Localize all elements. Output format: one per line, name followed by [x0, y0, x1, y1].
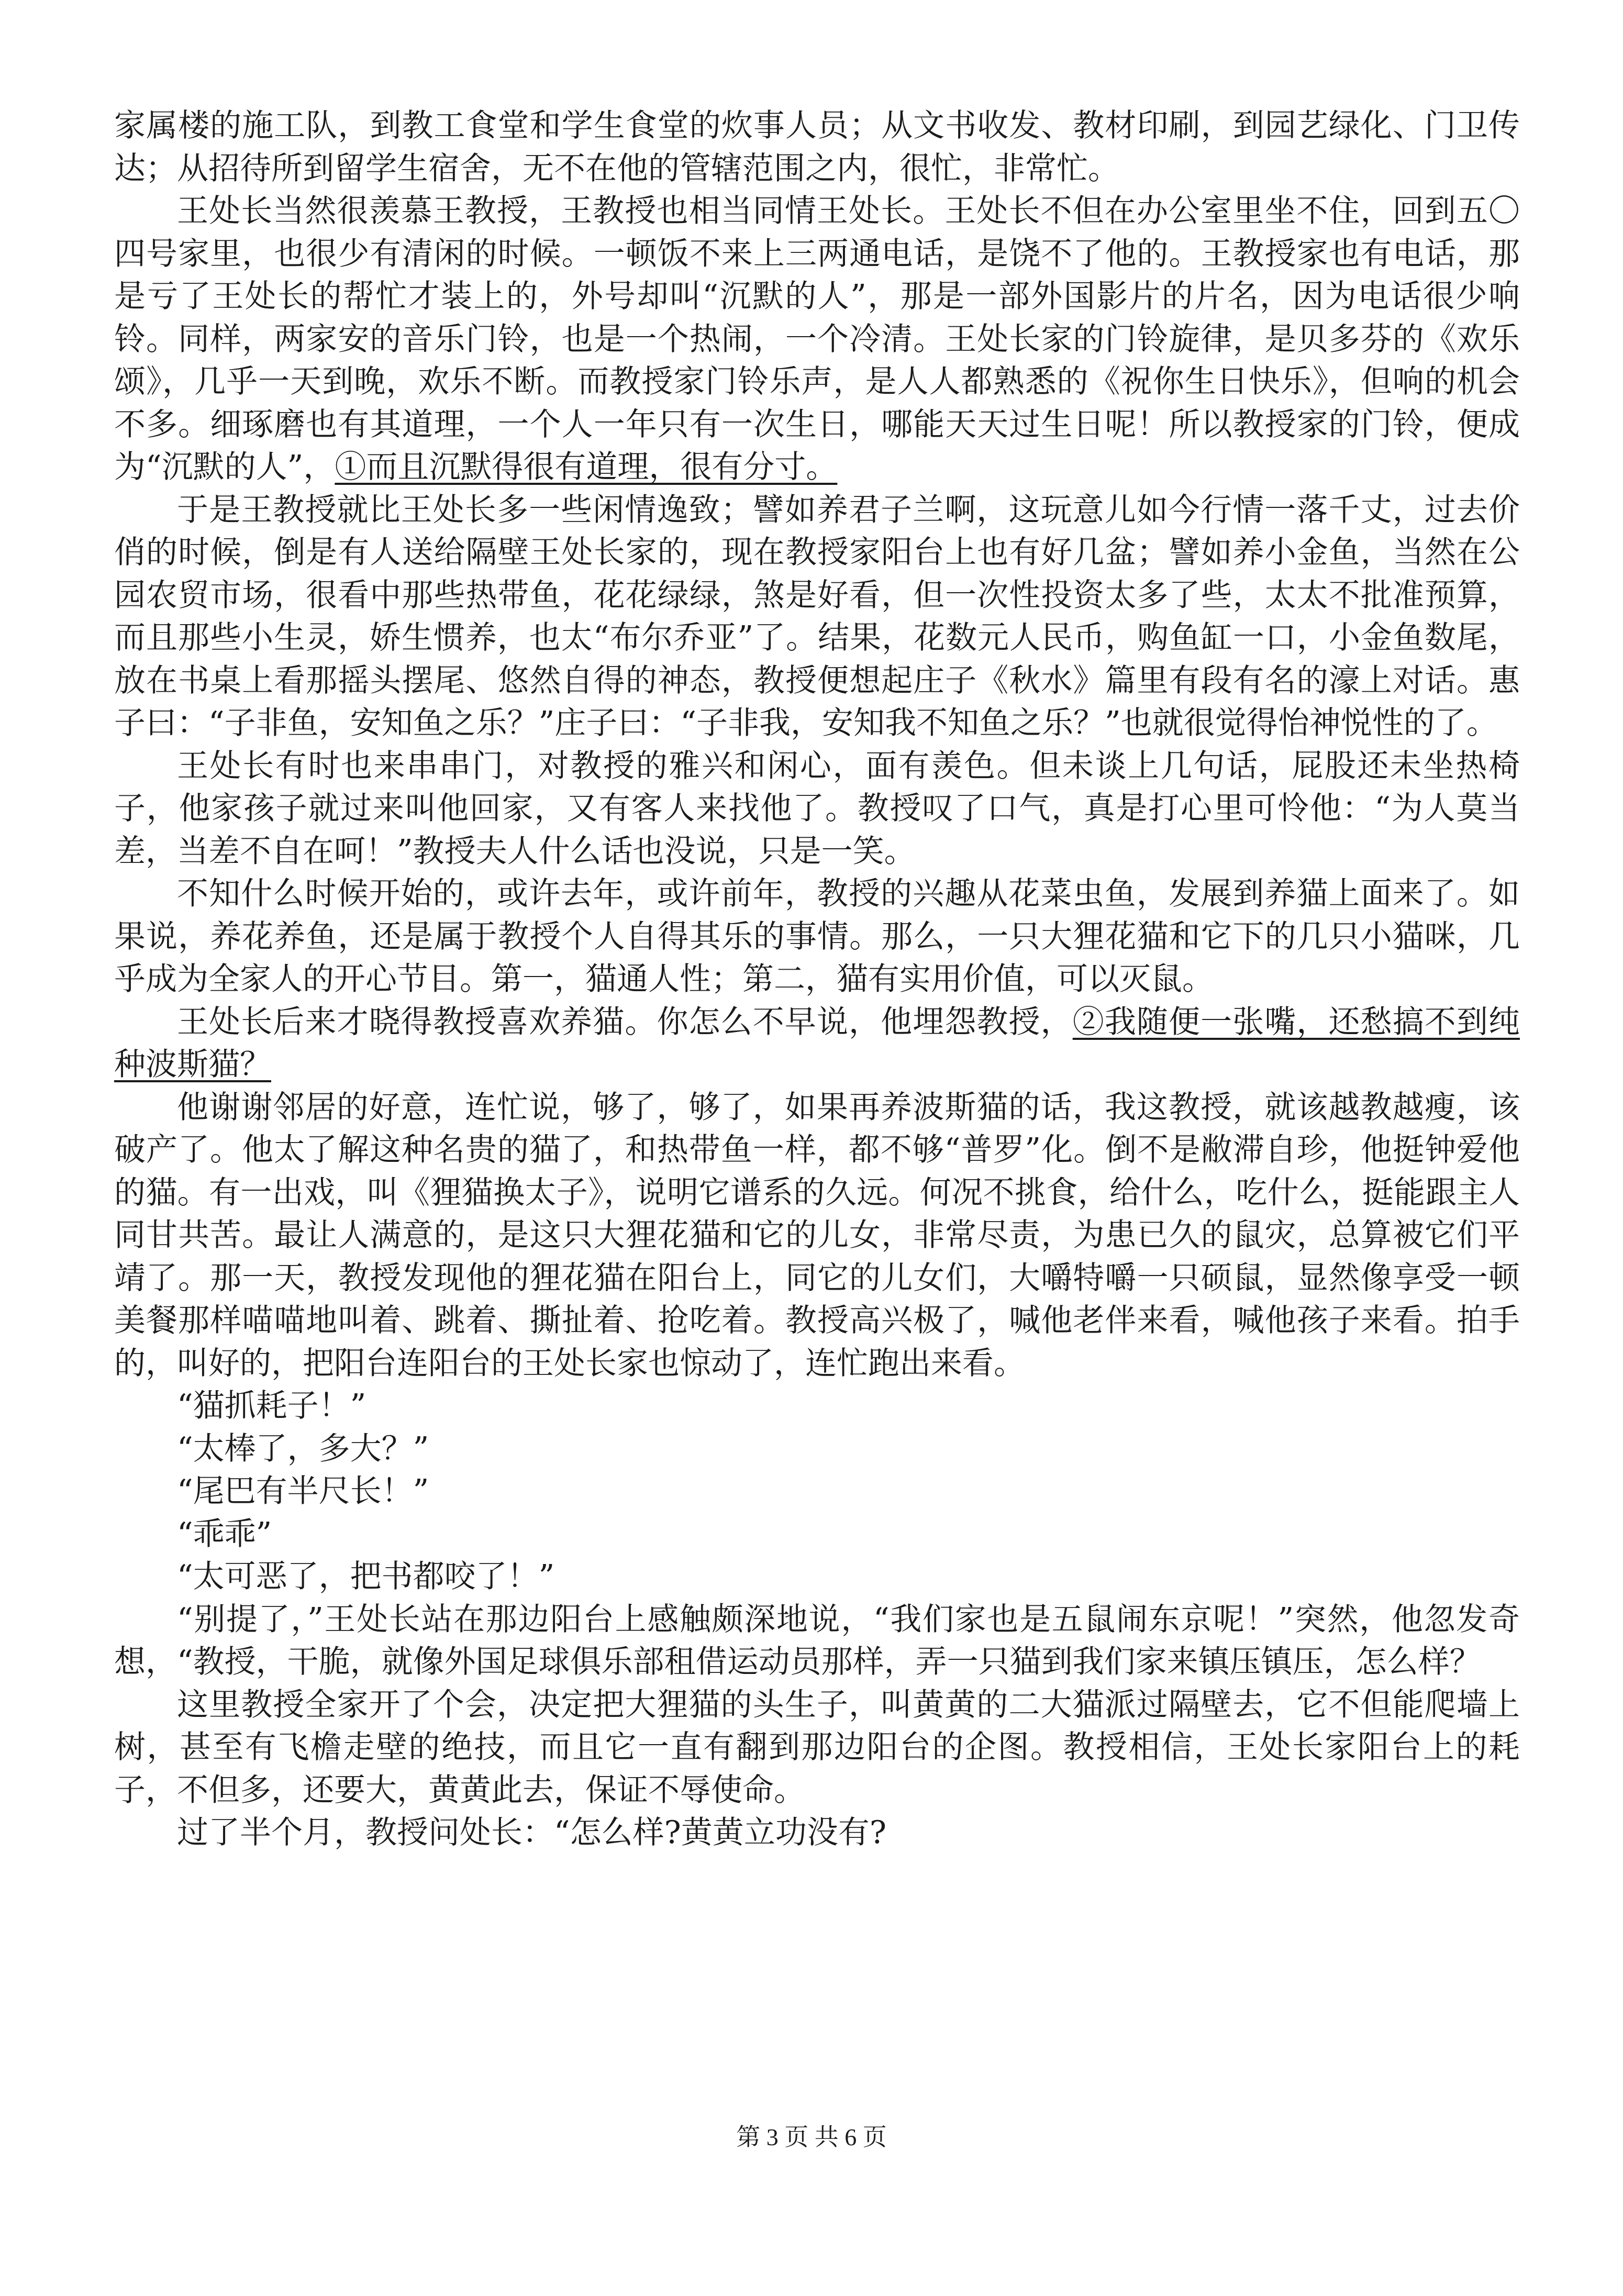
text-segment: “尾巴有半尺长！” [177, 1473, 429, 1510]
text-segment: 不知什么时候开始的，或许去年，或许前年，教授的兴趣从花菜虫鱼，发展到养猫上面来了。如果说，养花养鱼，还是属于教授个人自得其乐的事情。那么，一只大狸花猫和它下的几只小猫咪，几乎成为全家人的开心节目。第一，猫通人性；第二，猫有实用价值，可以灭鼠。 [114, 875, 1520, 997]
text-segment: 家属楼的施工队，到教工食堂和学生食堂的炊事人员；从文书收发、教材印刷，到园艺绿化、门卫传达；从招待所到留学生宿舍，无不在他的管辖范围之内，很忙，非常忙。 [114, 107, 1520, 187]
paragraph [114, 1684, 1520, 1812]
paragraph [114, 1470, 1520, 1513]
paragraph [114, 1428, 1520, 1471]
underlined-sentence: ①而且沉默得很有道理，很有分寸。 [335, 449, 838, 485]
text-segment: 于是王教授就比王处长多一些闲情逸致；譬如养君子兰啊，这玩意儿如今行情一落千丈，过去价俏的时候，倒是有人送给隔壁王处长家的，现在教授家阳台上也有好几盆；譬如养小金鱼，当然在公园农贸市场，很看中那些热带鱼，花花绿绿，煞是好看，但一次性投资太多了些，太太不批准预算，而且那些小生灵，娇生惯养，也太“布尔乔亚”了。结果，花数元人民币，购鱼缸一口，小金鱼数尾，放在书桌上看那摇头摆尾、悠然自得的神态，教授便想起庄子《秋水》篇里有段有名的濠上对话。惠子曰：“子非鱼，安知鱼之乐？”庄子曰：“子非我，安知我不知鱼之乐？”也就很觉得怡神悦性的了。 [114, 491, 1520, 741]
text-segment: “别提了，”王处长站在那边阳台上感触颇深地说，“我们家也是五鼠闹东京呢！”突然，他忽发奇想，“教授，干脆，就像外国足球俱乐部租借运动员那样，弄一只猫到我们家来镇压镇压，怎么样？ [114, 1601, 1520, 1680]
text-segment: “太可恶了，把书都咬了！” [177, 1558, 555, 1595]
paragraph [114, 1556, 1520, 1599]
document-body [114, 105, 1520, 1855]
paragraph [114, 1385, 1520, 1428]
underlined-sentence: ②我随便一张嘴，还愁搞不到纯种波斯猫？ [114, 1003, 1520, 1083]
paragraph [114, 745, 1520, 873]
paragraph [114, 105, 1520, 190]
paragraph [114, 489, 1520, 745]
text-segment: 王处长有时也来串串门，对教授的雅兴和闲心，面有羡色。但未谈上几句话，屁股还未坐热椅子，他家孩子就过来叫他回家，又有客人来找他了。教授叹了口气，真是打心里可怜他：“为人莫当差，当差不自在呵！”教授夫人什么话也没说，只是一笑。 [114, 747, 1520, 870]
text-segment: 王处长当然很羡慕王教授，王教授也相当同情王处长。王处长不但在办公室里坐不住，回到五〇四号家里，也很少有清闲的时候。一顿饭不来上三两通电话，是饶不了他的。王教授家也有电话，那是亏了王处长的帮忙才装上的，外号却叫“沉默的人”，那是一部外国影片的片名，因为电话很少响铃。同样，两家安的音乐门铃，也是一个热闹，一个冷清。王处长家的门铃旋律，是贝多芬的《欢乐颂》，几乎一天到晚，欢乐不断。而教授家门铃乐声，是人人都熟悉的《祝你生日快乐》，但响的机会不多。细琢磨也有其道理，一个人一年只有一次生日，哪能天天过生日呢！所以教授家的门铃，便成为“沉默的人”， [114, 193, 1520, 485]
paragraph [114, 1812, 1520, 1855]
page-number-footer: 第 3 页 共 6 页 [736, 2124, 887, 2150]
paragraph [114, 1086, 1520, 1385]
paragraph [114, 1001, 1520, 1086]
text-segment: 他谢谢邻居的好意，连忙说，够了，够了，如果再养波斯猫的话，我这教授，就该越教越瘦，该破产了。他太了解这种名贵的猫了，和热带鱼一样，都不够“普罗”化。倒不是敝滞自珍，他挺钟爱他的猫。有一出戏，叫《狸猫换太子》，说明它谱系的久远。何况不挑食，给什么，吃什么，挺能跟主人同甘共苦。最让人满意的，是这只大狸花猫和它的儿女，非常尽责，为患已久的鼠灾，总算被它们平靖了。那一天，教授发现他的狸花猫在阳台上，同它的儿女们，大嚼特嚼一只硕鼠，显然像享受一顿美餐那样喵喵地叫着、跳着、撕扯着、抢吃着。教授高兴极了，喊他老伴来看，喊他孩子来看。拍手的，叫好的，把阳台连阳台的王处长家也惊动了，连忙跑出来看。 [114, 1089, 1520, 1382]
paragraph [114, 1599, 1520, 1684]
text-segment: “太棒了，多大？” [177, 1430, 429, 1467]
text-segment: 这里教授全家开了个会，决定把大狸猫的头生子，叫黄黄的二大猫派过隔壁去，它不但能爬墙上树，甚至有飞檐走壁的绝技，而且它一直有翻到那边阳台的企图。教授相信，王处长家阳台上的耗子，不但多，还要大，黄黄此去，保证不辱使命。 [114, 1686, 1520, 1809]
text-segment: 过了半个月，教授问处长：“怎么样?黄黄立功没有? [177, 1814, 887, 1851]
text-segment: “猫抓耗子！” [177, 1388, 366, 1424]
text-segment: 王处长后来才晓得教授喜欢养猫。你怎么不早说，他埋怨教授， [177, 1003, 1073, 1040]
paragraph [114, 1513, 1520, 1556]
text-segment: “乖乖” [177, 1515, 272, 1552]
paragraph [114, 190, 1520, 489]
paragraph [114, 873, 1520, 1001]
